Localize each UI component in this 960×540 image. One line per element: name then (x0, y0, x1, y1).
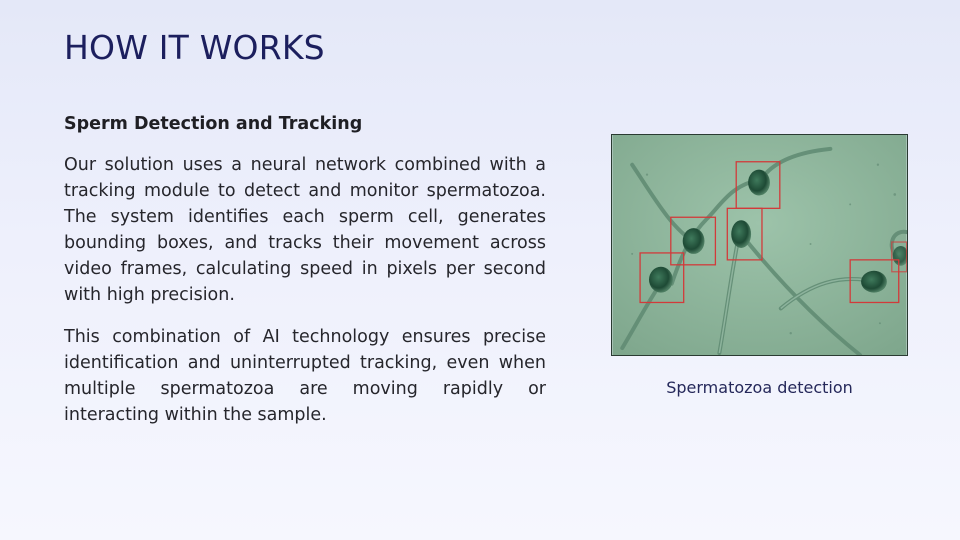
text-column (64, 112, 546, 444)
paragraph-1: Our solution uses a neural network combined with a tracking module to detect and monitor spermatozoa. The system identifies each sperm cell, generates bounding boxes, and tracks their movement across video frames, calculating speed in pixels per second with high precision. (64, 155, 546, 305)
figure (611, 134, 908, 397)
micro-background (612, 135, 906, 355)
paragraph-2: This combination of AI technology ensures precise identification and uninterrupted tracking, even when multiple spermatozoa are moving rapidly or interacting within the sample. (64, 327, 546, 425)
section-subtitle: Sperm Detection and Tracking (64, 114, 363, 134)
page-title: HOW IT WORKS (64, 28, 325, 67)
figure-caption: Spermatozoa detection (666, 378, 853, 397)
microscope-image (611, 134, 908, 356)
